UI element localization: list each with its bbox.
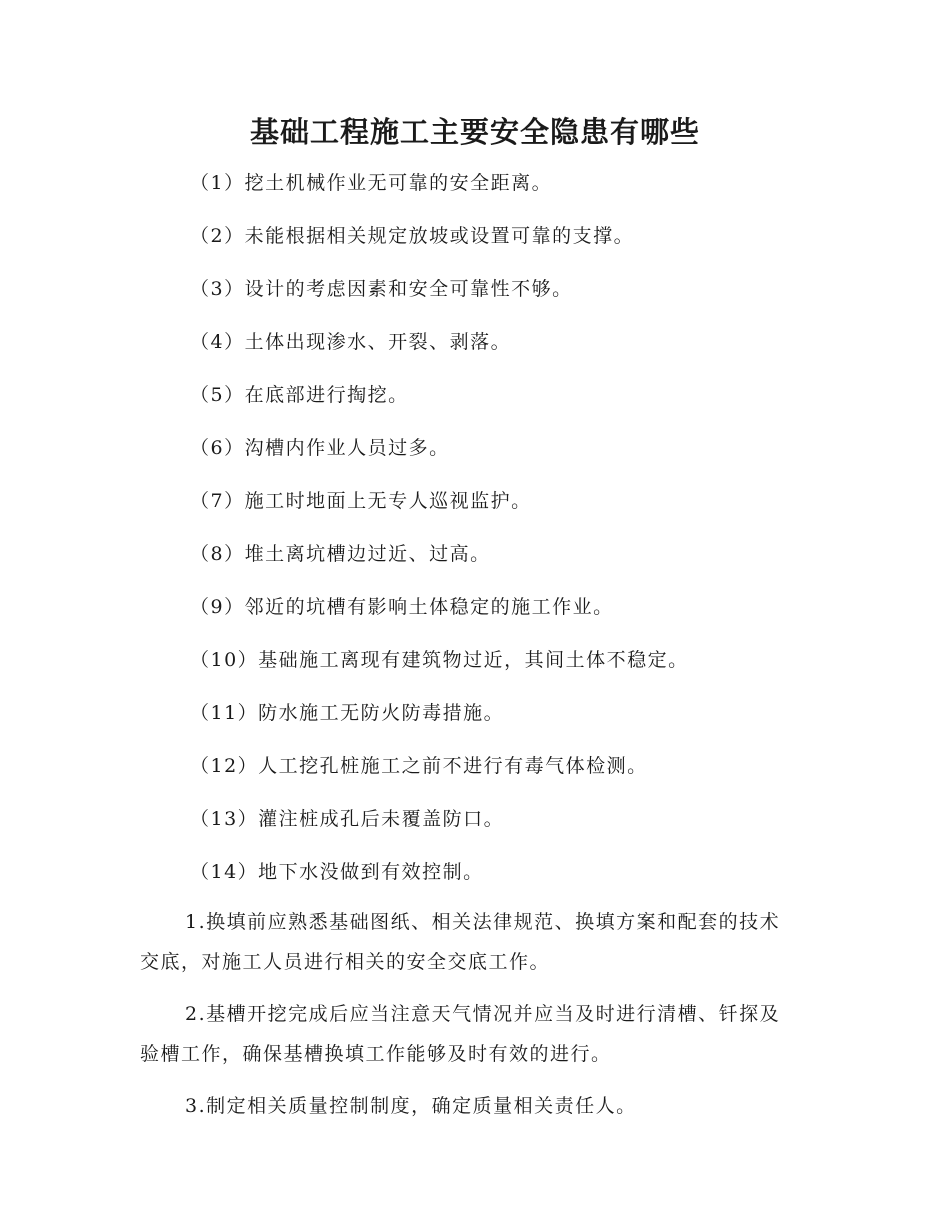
hazard-item-2: （2）未能根据相关规定放坡或设置可靠的支撑。: [190, 225, 635, 247]
hazard-item-7: （7）施工时地面上无专人巡视监护。: [190, 490, 532, 512]
hazard-item-12: （12）人工挖孔桩施工之前不进行有毒气体检测。: [190, 755, 648, 777]
hazard-item-3: （3）设计的考虑因素和安全可靠性不够。: [190, 278, 573, 300]
hazard-item-6: （6）沟槽内作业人员过多。: [190, 437, 450, 459]
hazard-item-14: （14）地下水没做到有效控制。: [190, 861, 484, 883]
hazard-list: [190, 166, 830, 908]
measures-section: [140, 902, 800, 1126]
hazard-item-1: （1）挖土机械作业无可靠的安全距离。: [190, 172, 553, 194]
hazard-item-10: （10）基础施工离现有建筑物过近，其间土体不稳定。: [190, 649, 689, 671]
measure-paragraph-1: 1.换填前应熟悉基础图纸、相关法律规范、换填方案和配套的技术交底，对施工人员进行相关的安全交底工作。: [140, 911, 781, 973]
measure-paragraph-3: 3.制定相关质量控制制度，确定质量相关责任人。: [185, 1095, 637, 1117]
hazard-item-11: （11）防水施工无防火防毒措施。: [190, 702, 505, 724]
hazard-item-4: （4）土体出现渗水、开裂、剥落。: [190, 331, 512, 353]
hazard-item-13: （13）灌注桩成孔后未覆盖防口。: [190, 808, 505, 830]
hazard-item-5: （5）在底部进行掏挖。: [190, 384, 409, 406]
hazard-item-8: （8）堆土离坑槽边过近、过高。: [190, 543, 491, 565]
measure-paragraph-2: 2.基槽开挖完成后应当注意天气情况并应当及时进行清槽、钎探及验槽工作，确保基槽换填工作能够及时有效的进行。: [140, 1003, 781, 1065]
hazard-item-9: （9）邻近的坑槽有影响土体稳定的施工作业。: [190, 596, 614, 618]
page-title: 基础工程施工主要安全隐患有哪些: [249, 115, 700, 149]
